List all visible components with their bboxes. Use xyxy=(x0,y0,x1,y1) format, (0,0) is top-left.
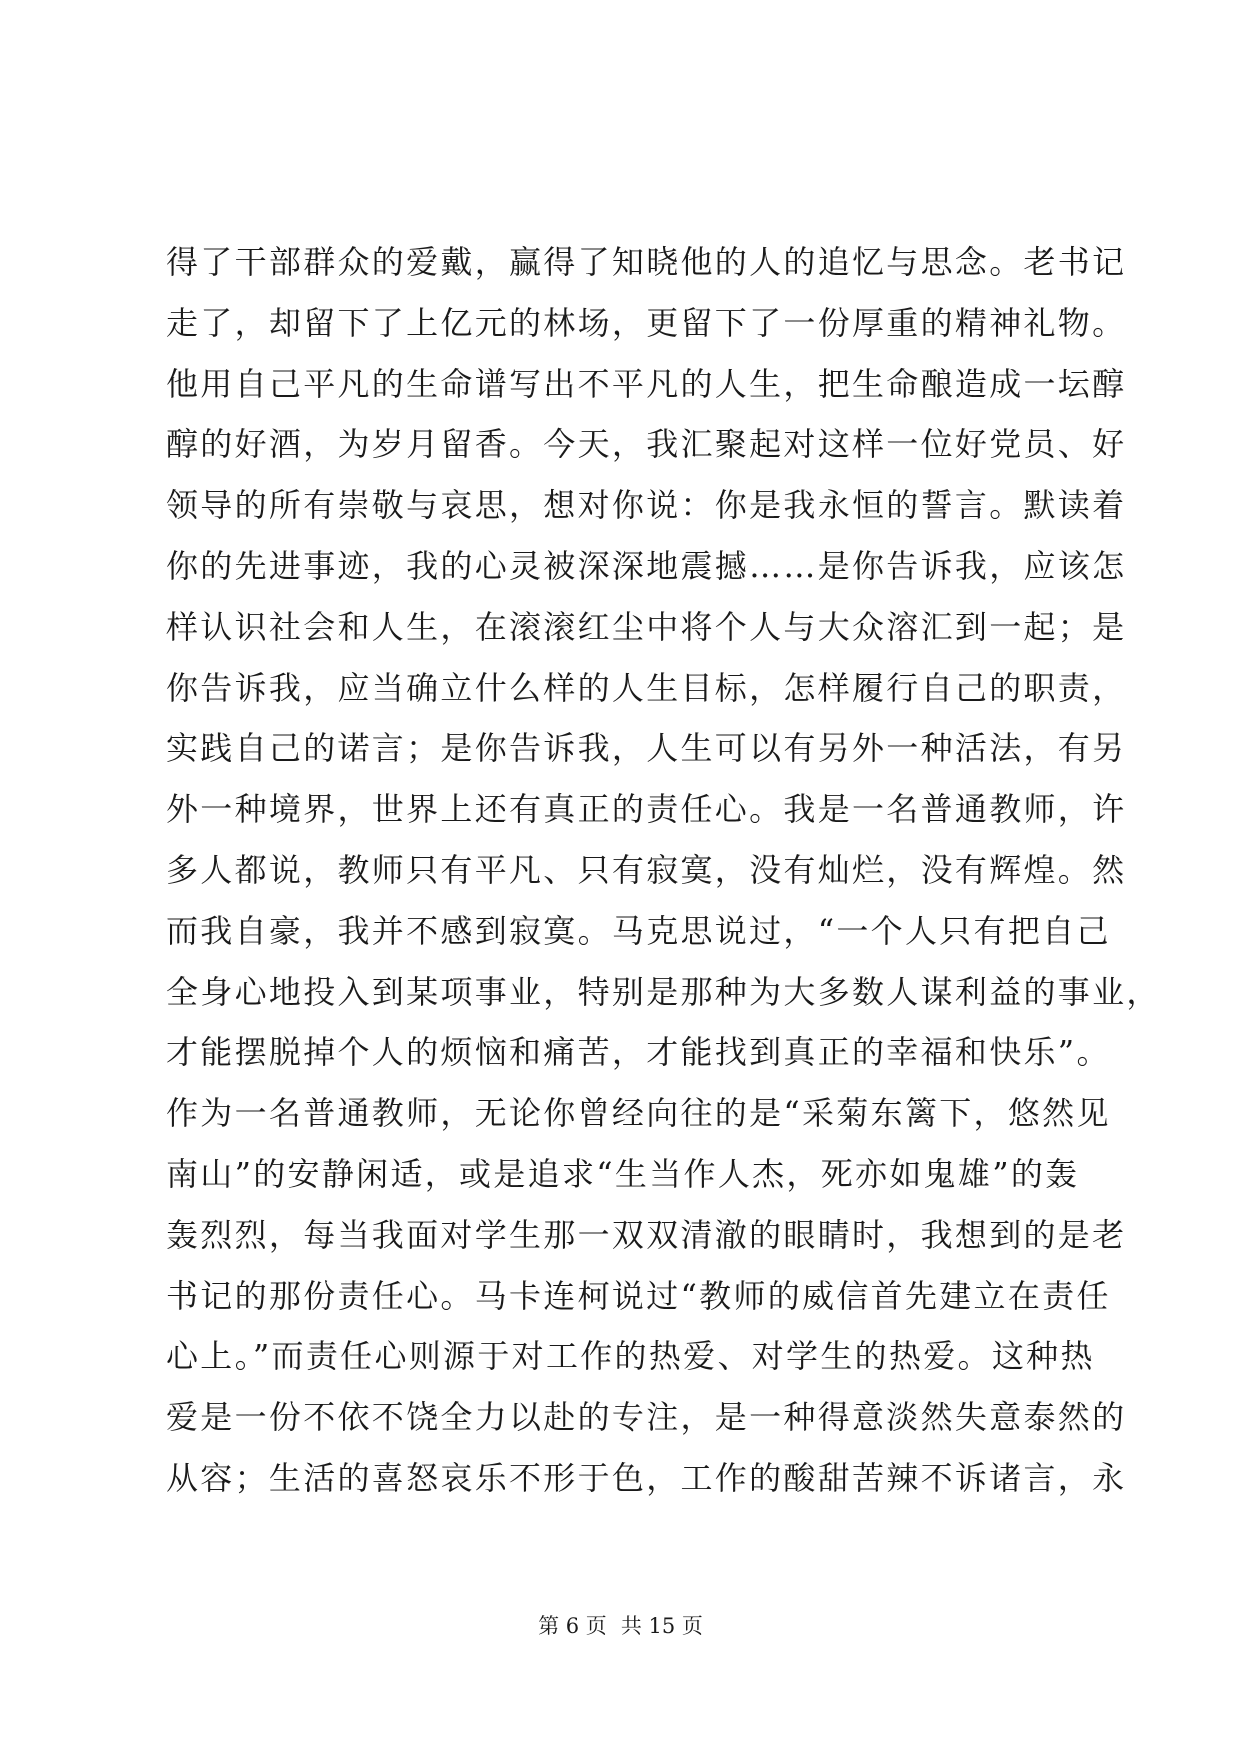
text-line: 得了干部群众的爱戴，赢得了知晓他的人的追忆与思念。老书记 xyxy=(166,243,1127,281)
text-line: 书记的那份责任心。马卡连柯说过“教师的威信首先建立在责任 xyxy=(166,1276,1111,1315)
text-line: 南山”的安静闲适，或是追求“生当作人杰，死亦如鬼雄”的轰 xyxy=(166,1154,1080,1193)
text-line: 你告诉我，应当确立什么样的人生目标，怎样履行自己的职责， xyxy=(166,668,1127,707)
page-total: 共 15 页 xyxy=(620,1614,703,1638)
text-line: 走了，却留下了上亿元的林场，更留下了一份厚重的精神礼物。 xyxy=(166,303,1127,342)
text-line: 轰烈烈，每当我面对学生那一双双清澈的眼睛时，我想到的是老 xyxy=(166,1215,1127,1254)
text-line: 作为一名普通教师，无论你曾经向往的是“采菊东篱下，悠然见 xyxy=(166,1094,1111,1133)
text-line: 样认识社会和人生，在滚滚红尘中将个人与大众溶汇到一起；是 xyxy=(166,607,1127,646)
text-line: 而我自豪，我并不感到寂寞。马克思说过，“一个人只有把自己 xyxy=(166,911,1111,950)
text-line: 醇的好酒，为岁月留香。今天，我汇聚起对这样一位好党员、好 xyxy=(166,425,1127,464)
text-line: 爱是一份不依不饶全力以赴的专注，是一种得意淡然失意泰然的 xyxy=(166,1398,1127,1437)
text-line: 心上。”而责任心则源于对工作的热爱、对学生的热爱。这种热 xyxy=(166,1337,1095,1376)
body-text xyxy=(166,232,1161,1509)
text-line: 外一种境界，世界上还有真正的责任心。我是一名普通教师，许 xyxy=(166,790,1127,829)
text-line: 从容；生活的喜怒哀乐不形于色，工作的酸甜苦辣不诉诸言，永 xyxy=(166,1458,1127,1497)
text-line: 领导的所有崇敬与哀思，想对你说：你是我永恒的誓言。默读着 xyxy=(166,486,1127,525)
text-line: 才能摆脱掉个人的烦恼和痛苦，才能找到真正的幸福和快乐”。 xyxy=(166,1033,1111,1072)
text-line: 全身心地投入到某项事业，特别是那种为大多数人谋利益的事业， xyxy=(166,972,1161,1011)
text-line: 你的先进事迹，我的心灵被深深地震撼……是你告诉我，应该怎 xyxy=(166,546,1127,585)
text-line: 他用自己平凡的生命谱写出不平凡的人生，把生命酿造成一坛醇 xyxy=(166,364,1127,403)
page-footer xyxy=(0,1612,1241,1640)
text-line: 多人都说，教师只有平凡、只有寂寞，没有灿烂，没有辉煌。然 xyxy=(166,850,1127,889)
page-number: 第 6 页 xyxy=(538,1614,607,1638)
text-line: 实践自己的诺言；是你告诉我，人生可以有另外一种活法，有另 xyxy=(166,729,1127,768)
